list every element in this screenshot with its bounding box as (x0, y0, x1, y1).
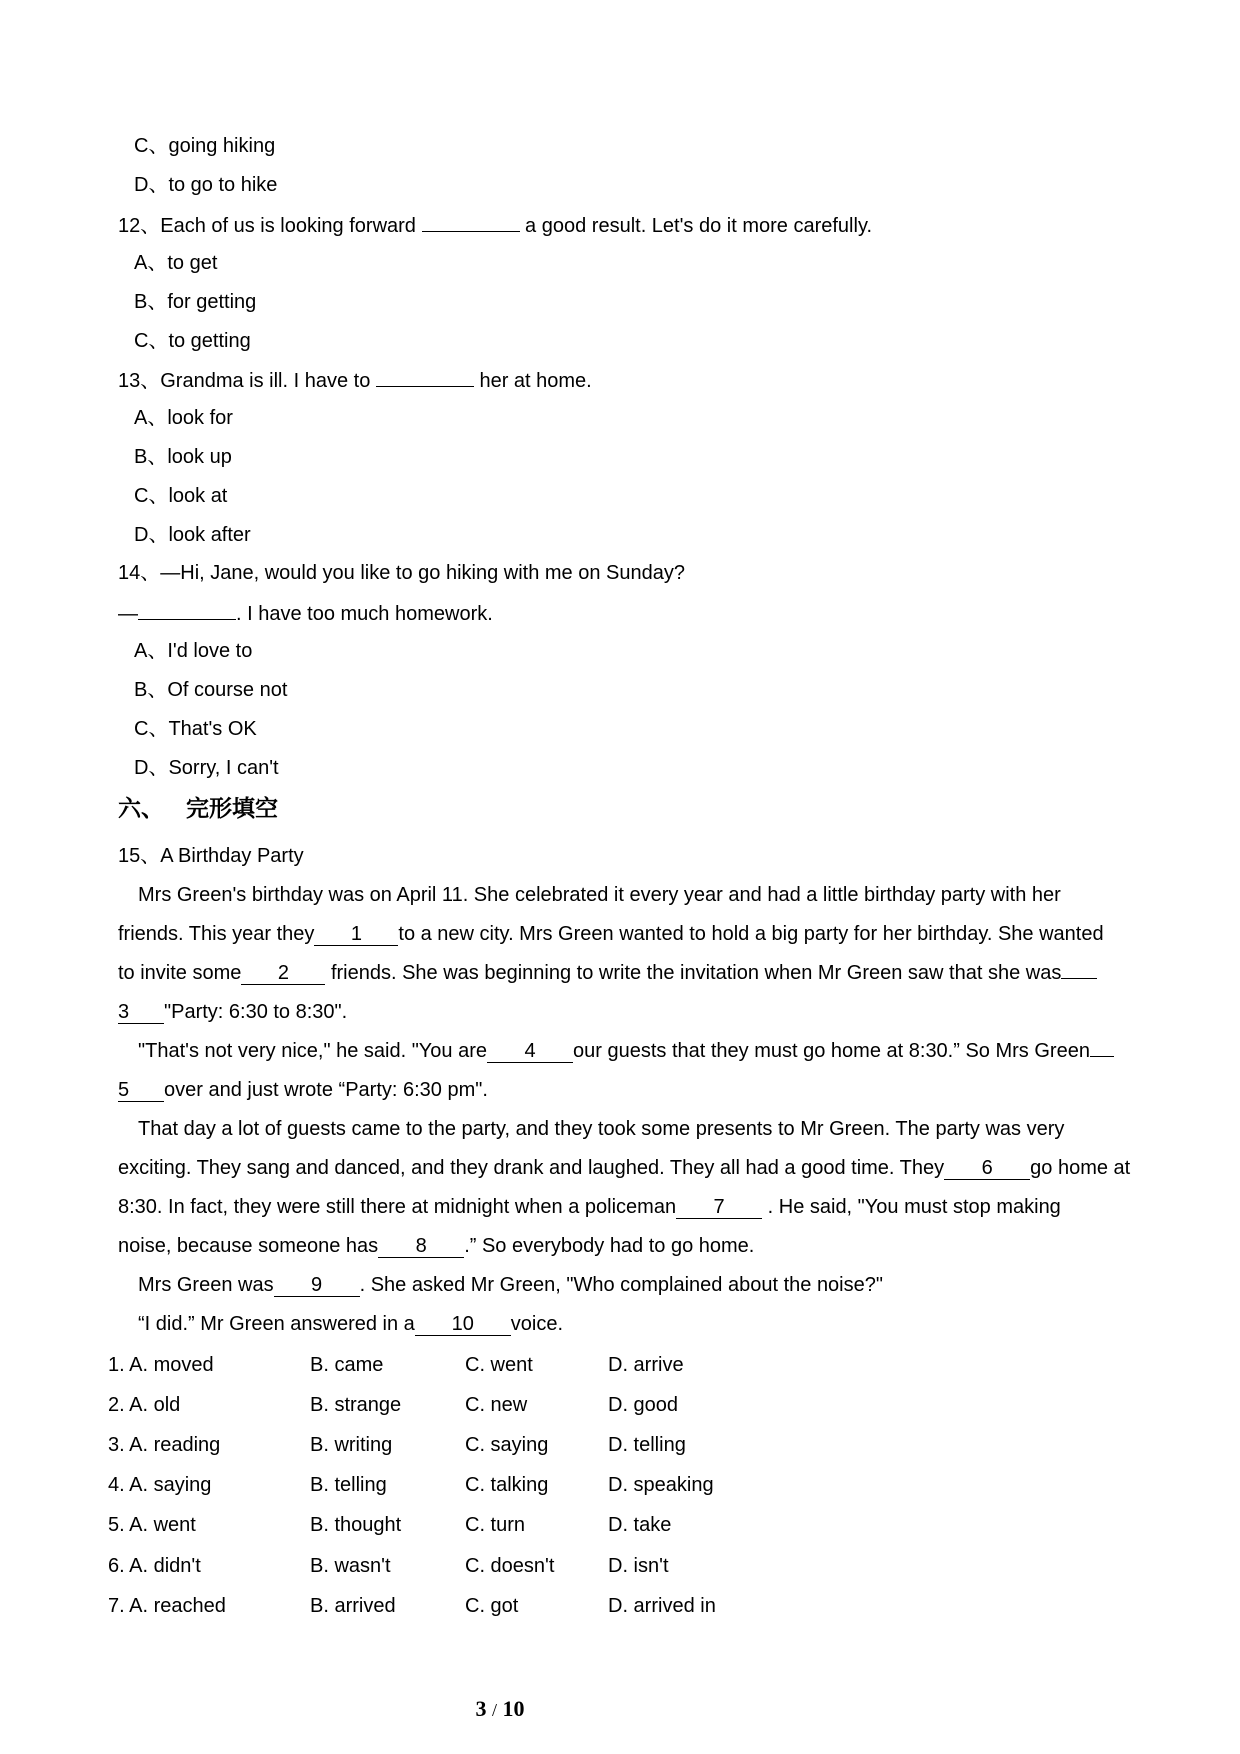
passage-text: friends. This year they (118, 923, 315, 945)
passage-text: Mrs Green was (138, 1274, 274, 1296)
choice-row-2 (0, 1394, 1240, 1424)
passage-line: That day a lot of guests came to the party, and they took some presents to Mr Green. The party was very (138, 1118, 1065, 1140)
passage-text: friends. She was beginning to write the invitation when Mr Green saw that she was (325, 962, 1062, 984)
choice: D. telling (608, 1434, 686, 1456)
q12-stem (118, 211, 872, 239)
choice-row-5 (0, 1514, 1240, 1544)
choice: 5. A. went (108, 1514, 196, 1536)
choice: 1. A. moved (108, 1354, 214, 1376)
blank-9: 9 (274, 1274, 360, 1297)
passage-line (118, 999, 347, 1025)
choice: C. went (465, 1354, 533, 1376)
passage-line (118, 1194, 1061, 1220)
q14-reply (118, 599, 493, 627)
q12-option-c: C、to getting (134, 330, 251, 352)
passage-line (118, 1077, 488, 1103)
passage-text: exciting. They sang and danced, and they drank and laughed. They all had a good time. They (118, 1157, 945, 1179)
blank-1: 1 (314, 923, 398, 946)
choice: B. thought (310, 1514, 402, 1536)
blank-7: 7 (676, 1196, 762, 1219)
choice: D. speaking (608, 1474, 714, 1496)
passage-text: . She asked Mr Green, "Who complained about the noise?" (359, 1274, 883, 1296)
blank-4: 4 (487, 1040, 573, 1063)
choice: B. came (310, 1354, 384, 1376)
blank-10: 10 (415, 1313, 511, 1336)
q13-blank (376, 366, 474, 387)
passage-text: "Party: 6:30 to 8:30". (164, 1001, 348, 1023)
q14-option-d: D、Sorry, I can't (134, 757, 279, 779)
q11-option-c: C、going hiking (134, 135, 276, 157)
blank-3: 3 (118, 1001, 164, 1024)
passage-line (118, 960, 1097, 986)
page-current: 3 (475, 1696, 487, 1721)
q13-option-b: B、look up (134, 446, 232, 468)
choice: D. arrive (608, 1354, 684, 1376)
passage-text: .” So everybody had to go home. (464, 1235, 755, 1257)
choice: B. writing (310, 1434, 393, 1456)
passage-text: 8:30. In fact, they were still there at midnight when a policeman (118, 1196, 677, 1218)
choice: C. saying (465, 1434, 549, 1456)
choice: 7. A. reached (108, 1595, 226, 1617)
q14-option-a: A、I'd love to (134, 640, 253, 662)
choice: 4. A. saying (108, 1474, 212, 1496)
choice: D. arrived in (608, 1595, 716, 1617)
blank-5-start (1090, 1056, 1114, 1057)
passage-text: noise, because someone has (118, 1235, 379, 1257)
choice: 6. A. didn't (108, 1555, 201, 1577)
choice-row-1 (0, 1354, 1240, 1384)
passage-line (138, 1038, 1114, 1064)
q13-option-d: D、look after (134, 524, 251, 546)
q14-option-c: C、That's OK (134, 718, 257, 740)
passage-text: voice. (510, 1313, 564, 1335)
blank-8: 8 (378, 1235, 464, 1258)
blank-6: 6 (944, 1157, 1030, 1180)
choice-row-3 (0, 1434, 1240, 1464)
section-title: 完形填空 (186, 796, 279, 822)
choice: 3. A. reading (108, 1434, 221, 1456)
q14-reply-end: . I have too much homework. (236, 603, 493, 625)
q12-option-b: B、for getting (134, 291, 257, 313)
choice: 2. A. old (108, 1394, 181, 1416)
choice-row-6 (0, 1555, 1240, 1585)
choice-row-7 (0, 1595, 1240, 1625)
choice: D. take (608, 1514, 672, 1536)
page-separator: / (491, 1700, 497, 1720)
choice: B. telling (310, 1474, 387, 1496)
passage-line: Mrs Green's birthday was on April 11. She celebrated it every year and had a little birthday party with her (138, 884, 1061, 906)
q12-stem-start: 12、Each of us is looking forward (118, 215, 422, 237)
page-number (0, 1696, 1000, 1722)
choice: C. new (465, 1394, 528, 1416)
q14-option-b: B、Of course not (134, 679, 288, 701)
passage-line (118, 1155, 1130, 1181)
passage-line (118, 921, 1104, 947)
passage-line (138, 1272, 883, 1298)
q13-option-a: A、look for (134, 407, 233, 429)
q11-option-d: D、to go to hike (134, 174, 278, 196)
passage-text: over and just wrote “Party: 6:30 pm". (164, 1079, 488, 1101)
passage-text: our guests that they must go home at 8:30.” So Mrs Green (573, 1040, 1090, 1062)
q12-stem-end: a good result. Let's do it more carefully. (519, 215, 873, 237)
q13-option-c: C、look at (134, 485, 228, 507)
choice: C. doesn't (465, 1555, 555, 1577)
q12-blank (422, 211, 520, 232)
passage-text: to invite some (118, 962, 242, 984)
choice: C. turn (465, 1514, 526, 1536)
choice: B. arrived (310, 1595, 396, 1617)
passage-line (138, 1311, 563, 1337)
section-heading (118, 790, 278, 823)
q14-reply-dash: — (118, 603, 138, 625)
choice: B. strange (310, 1394, 402, 1416)
choice-row-4 (0, 1474, 1240, 1504)
blank-2: 2 (241, 962, 325, 985)
q13-stem-end: her at home. (473, 370, 592, 392)
passage-text: . He said, "You must stop making (762, 1196, 1061, 1218)
page-total: 10 (502, 1696, 525, 1721)
passage-text: to a new city. Mrs Green wanted to hold a big party for her birthday. She wanted (398, 923, 1104, 945)
choice: D. isn't (608, 1555, 669, 1577)
passage-line (118, 1233, 754, 1259)
blank-3-start (1061, 978, 1097, 979)
choice: C. talking (465, 1474, 549, 1496)
choice: D. good (608, 1394, 679, 1416)
q14-blank (138, 599, 236, 620)
q13-stem-start: 13、Grandma is ill. I have to (118, 370, 376, 392)
q12-option-a: A、to get (134, 252, 218, 274)
q13-stem (118, 366, 592, 394)
blank-5: 5 (118, 1079, 164, 1102)
q15-title: 15、A Birthday Party (118, 845, 304, 867)
choice: B. wasn't (310, 1555, 391, 1577)
q14-stem: 14、—Hi, Jane, would you like to go hiking with me on Sunday? (118, 562, 685, 584)
passage-text: go home at (1030, 1157, 1131, 1179)
passage-text: “I did.” Mr Green answered in a (138, 1313, 415, 1335)
passage-text: "That's not very nice," he said. "You are (138, 1040, 488, 1062)
choice: C. got (465, 1595, 519, 1617)
section-number: 六、 (118, 796, 164, 822)
